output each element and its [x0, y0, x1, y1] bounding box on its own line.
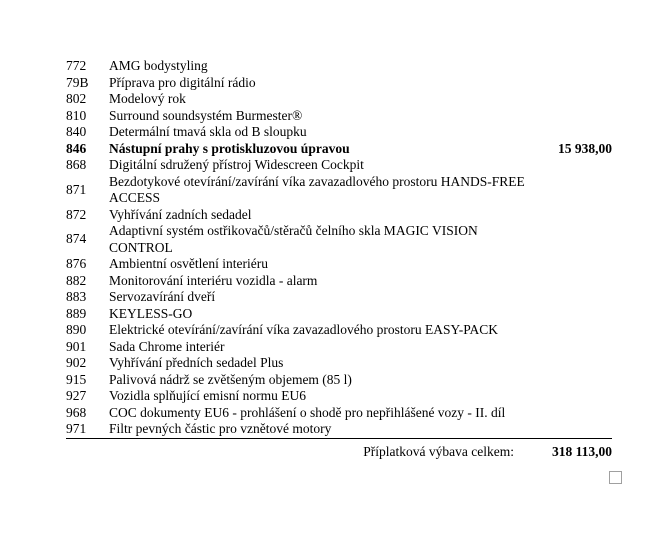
item-code: 968: [66, 404, 87, 420]
item-description: Nástupní prahy s protiskluzovou úpravou: [109, 140, 350, 156]
item-code: 868: [66, 157, 87, 172]
item-price: [532, 108, 612, 125]
item-price: [532, 339, 612, 356]
item-description: Filtr pevných částic pro vznětové motory: [109, 421, 532, 438]
item-price: [532, 207, 612, 224]
item-description: COC dokumenty EU6 - prohlášení o shodě pro nepřihlášené vozy - II. díl: [109, 404, 506, 420]
table-row: [66, 58, 612, 75]
item-description: Vyhřívání předních sedadel Plus: [109, 355, 284, 370]
item-price: [532, 306, 612, 323]
table-row: [66, 108, 612, 125]
table-row: [66, 306, 612, 323]
item-code: 79B: [66, 74, 89, 90]
table-row: [66, 75, 612, 92]
item-description: Adaptivní systém ostřikovačů/stěračů čelního skla MAGIC VISION CONTROL: [109, 223, 478, 255]
item-code: 810: [66, 107, 87, 123]
item-description: Vozidla splňující emisní normu EU6: [109, 388, 306, 403]
table-row: [66, 141, 612, 158]
item-code: 971: [66, 421, 109, 438]
item-description: Příprava pro digitální rádio: [109, 74, 256, 90]
table-row: [66, 372, 612, 389]
table-row: [66, 174, 612, 207]
table-row: [66, 289, 612, 306]
item-description: KEYLESS-GO: [109, 305, 193, 321]
item-code: 846: [66, 140, 87, 156]
item-description: Modelový rok: [109, 91, 186, 106]
item-price: [532, 355, 612, 372]
item-code: 772: [66, 58, 87, 73]
table-row: [66, 322, 612, 339]
item-code: 902: [66, 355, 87, 370]
item-price: [532, 405, 612, 422]
table-row: [66, 207, 612, 224]
table-row: [66, 91, 612, 108]
item-price: [532, 124, 612, 141]
table-row: [66, 405, 612, 422]
table-row: [66, 157, 612, 174]
total-value: 318 113,00: [551, 443, 612, 459]
table-row: [66, 388, 612, 405]
checkbox[interactable]: [609, 471, 622, 484]
item-code: 901: [66, 338, 87, 354]
item-description: AMG bodystyling: [109, 58, 208, 73]
item-price: [532, 256, 612, 273]
item-code: 883: [66, 289, 87, 304]
table-row: [66, 355, 612, 372]
item-description: Monitorování interiéru vozidla - alarm: [109, 272, 318, 288]
item-code: 872: [66, 206, 87, 222]
item-description: Digitální sdružený přístroj Widescreen Cockpit: [109, 157, 364, 172]
item-code: 890: [66, 322, 87, 337]
item-description: Surround soundsystém Burmester®: [109, 107, 303, 123]
item-code: 915: [66, 371, 87, 387]
equipment-rows: [66, 58, 612, 438]
item-price: [532, 289, 612, 306]
item-price: [532, 273, 612, 290]
item-price: [532, 372, 612, 389]
table-row: [66, 223, 612, 256]
item-code: 876: [66, 256, 87, 271]
item-description: Vyhřívání zadních sedadel: [109, 206, 252, 222]
item-code: 840: [66, 124, 87, 139]
table-row: [66, 339, 612, 356]
item-price: [532, 157, 612, 174]
item-description: Sada Chrome interiér: [109, 338, 225, 354]
item-code: 927: [66, 388, 87, 403]
item-price: 15 938,00: [558, 140, 612, 156]
item-code: 889: [66, 305, 87, 321]
item-price: [532, 75, 612, 92]
item-price: [532, 58, 612, 75]
item-price: [532, 388, 612, 405]
item-price: [532, 223, 612, 256]
item-code: 871: [66, 181, 87, 197]
item-price: [532, 174, 612, 207]
item-price: [532, 322, 612, 339]
item-description: Servozavírání dveří: [109, 289, 216, 304]
item-description: Elektrické otevírání/zavírání víka zavazadlového prostoru EASY-PACK: [109, 322, 499, 337]
table-row: [66, 256, 612, 273]
item-code: 874: [66, 231, 87, 247]
item-price: [532, 421, 612, 438]
total-row: [66, 438, 612, 460]
item-code: 802: [66, 91, 87, 106]
item-description: Palivová nádrž se zvětšeným objemem (85 l): [109, 371, 352, 387]
table-row: [66, 124, 612, 141]
table-row: [66, 421, 612, 438]
item-description: Bezdotykové otevírání/zavírání víka zavazadlového prostoru HANDS-FREE ACCESS: [109, 173, 525, 205]
table-row: [66, 273, 612, 290]
total-label: Příplatková výbava celkem:: [363, 443, 514, 459]
item-description: Ambientní osvětlení interiéru: [109, 256, 268, 271]
item-description: Determální tmavá skla od B sloupku: [109, 124, 307, 139]
equipment-table: [66, 58, 612, 460]
item-price: [532, 91, 612, 108]
equipment-list: [66, 58, 612, 460]
item-code: 882: [66, 272, 87, 288]
